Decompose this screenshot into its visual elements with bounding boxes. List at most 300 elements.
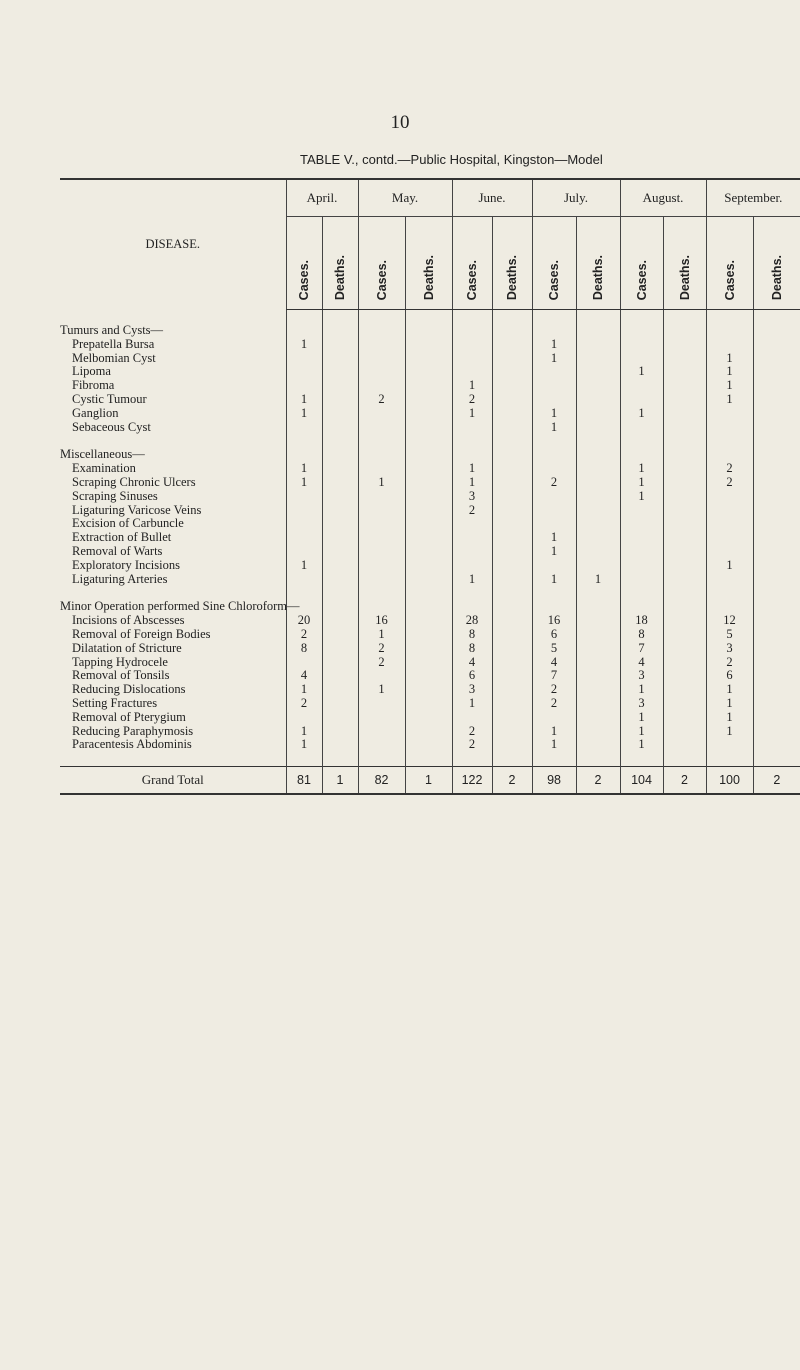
deaths-cell (753, 669, 800, 683)
cases-column-header (706, 217, 753, 310)
cases-cell (358, 725, 405, 739)
deaths-cell (322, 379, 358, 393)
deaths-cell (576, 352, 620, 366)
cases-cell (706, 738, 753, 752)
deaths-cell (576, 559, 620, 573)
deaths-cell (576, 614, 620, 628)
deaths-cell (753, 504, 800, 518)
deaths-cell (576, 683, 620, 697)
cases-cell (452, 421, 492, 435)
deaths-cell (322, 531, 358, 545)
cases-cell (358, 697, 405, 711)
table-row (60, 352, 800, 366)
deaths-cell (753, 407, 800, 421)
month-header-april: April. (286, 179, 358, 217)
cases-cell: 1 (532, 725, 576, 739)
deaths-cell (405, 531, 452, 545)
deaths-cell (405, 628, 452, 642)
cases-cell: 1 (286, 338, 322, 352)
deaths-cell (322, 642, 358, 656)
deaths-cell (322, 393, 358, 407)
deaths-cell (576, 545, 620, 559)
disease-name: Setting Fractures (72, 695, 158, 710)
deaths-cell (322, 476, 358, 490)
deaths-cell (405, 656, 452, 670)
cases-cell: 1 (532, 407, 576, 421)
deaths-cell (576, 393, 620, 407)
cases-cell (706, 407, 753, 421)
cases-cell: 1 (452, 573, 492, 587)
cases-cell: 1 (706, 559, 753, 573)
deaths-column-header (405, 217, 452, 310)
deaths-cell (492, 725, 532, 739)
disease-name: Sebaceous Cyst (72, 419, 151, 434)
total-cases-cell: 98 (532, 767, 576, 795)
deaths-cell (663, 725, 706, 739)
disease-name: Tapping Hydrocele (72, 654, 168, 669)
deaths-cell (663, 379, 706, 393)
cases-cell: 1 (286, 738, 322, 752)
deaths-cell (576, 711, 620, 725)
cases-cell: 8 (452, 642, 492, 656)
deaths-cell (405, 697, 452, 711)
deaths-header-label: Deaths. (591, 254, 606, 300)
table-row (60, 490, 800, 504)
table-row (60, 393, 800, 407)
table-title: TABLE V., contd.—Public Hospital, Kingston—Model (300, 152, 603, 167)
cases-header-label: Cases. (722, 259, 737, 300)
deaths-cell (576, 738, 620, 752)
disease-name: Removal of Tonsils (72, 668, 170, 683)
cases-column-header (620, 217, 663, 310)
deaths-cell (753, 697, 800, 711)
total-deaths-cell: 2 (753, 767, 800, 795)
deaths-cell (322, 711, 358, 725)
disease-name: Lipoma (72, 364, 111, 379)
deaths-cell (753, 476, 800, 490)
deaths-cell (663, 683, 706, 697)
table-row (60, 517, 800, 531)
cases-cell (286, 573, 322, 587)
table-row (60, 628, 800, 642)
deaths-cell (405, 545, 452, 559)
table-row (60, 697, 800, 711)
deaths-column-header (492, 217, 532, 310)
deaths-cell (663, 490, 706, 504)
cases-cell: 1 (286, 462, 322, 476)
deaths-cell (405, 476, 452, 490)
cases-cell (286, 504, 322, 518)
section-title: Tumurs and Cysts— (60, 323, 164, 337)
deaths-cell (492, 476, 532, 490)
deaths-cell (663, 476, 706, 490)
deaths-cell (492, 407, 532, 421)
cases-cell: 6 (452, 669, 492, 683)
deaths-cell (753, 490, 800, 504)
cases-header-label: Cases. (465, 259, 480, 300)
deaths-cell (405, 573, 452, 587)
table-row (60, 338, 800, 352)
cases-cell: 4 (620, 656, 663, 670)
disease-name: Exploratory Incisions (72, 557, 180, 572)
deaths-cell (663, 545, 706, 559)
deaths-cell (492, 531, 532, 545)
disease-column-header: DISEASE. (145, 237, 201, 252)
deaths-column-header (576, 217, 620, 310)
disease-name: Removal of Pterygium (72, 709, 186, 724)
disease-name: Dilatation of Stricture (72, 640, 182, 655)
deaths-cell (753, 545, 800, 559)
cases-cell (620, 379, 663, 393)
deaths-cell (753, 573, 800, 587)
deaths-header-label: Deaths. (333, 254, 347, 300)
cases-cell (532, 379, 576, 393)
disease-name: Fibroma (72, 378, 115, 393)
cases-cell: 2 (358, 642, 405, 656)
table-row (60, 683, 800, 697)
deaths-cell (322, 504, 358, 518)
deaths-cell (322, 545, 358, 559)
deaths-cell (322, 407, 358, 421)
deaths-cell (322, 338, 358, 352)
cases-cell: 1 (532, 421, 576, 435)
disease-name: Incisions of Abscesses (72, 613, 185, 628)
table-row (60, 725, 800, 739)
table-row (60, 656, 800, 670)
cases-cell: 1 (706, 683, 753, 697)
cases-cell: 1 (706, 393, 753, 407)
cases-cell: 1 (532, 352, 576, 366)
cases-cell (532, 559, 576, 573)
deaths-cell (322, 628, 358, 642)
cases-cell (706, 573, 753, 587)
cases-cell: 1 (358, 628, 405, 642)
cases-cell: 4 (452, 656, 492, 670)
deaths-cell (663, 738, 706, 752)
disease-name: Cystic Tumour (72, 391, 147, 406)
cases-cell: 1 (706, 365, 753, 379)
cases-cell: 16 (532, 614, 576, 628)
cases-cell: 2 (452, 725, 492, 739)
deaths-cell (492, 545, 532, 559)
cases-column-header (286, 217, 322, 310)
deaths-cell (663, 531, 706, 545)
deaths-cell (753, 379, 800, 393)
cases-cell (620, 545, 663, 559)
page-number: 10 (390, 112, 410, 133)
cases-cell (532, 504, 576, 518)
disease-table (60, 178, 800, 795)
deaths-cell (492, 365, 532, 379)
month-header-july: July. (532, 179, 620, 217)
cases-cell: 1 (706, 725, 753, 739)
cases-cell: 1 (706, 352, 753, 366)
deaths-cell (492, 642, 532, 656)
cases-cell (620, 559, 663, 573)
deaths-cell (322, 559, 358, 573)
cases-cell (452, 517, 492, 531)
cases-cell: 1 (532, 573, 576, 587)
disease-name: Removal of Warts (72, 543, 163, 558)
cases-cell: 4 (286, 669, 322, 683)
deaths-cell (576, 656, 620, 670)
cases-cell: 1 (620, 490, 663, 504)
deaths-cell (492, 352, 532, 366)
deaths-header-label: Deaths. (505, 254, 520, 300)
cases-cell (358, 379, 405, 393)
deaths-cell (663, 365, 706, 379)
cases-cell: 3 (620, 669, 663, 683)
deaths-cell (322, 683, 358, 697)
table-row (60, 545, 800, 559)
deaths-cell (576, 725, 620, 739)
deaths-cell (405, 683, 452, 697)
cases-cell (286, 711, 322, 725)
deaths-cell (492, 490, 532, 504)
cases-cell: 1 (286, 407, 322, 421)
cases-cell (358, 421, 405, 435)
deaths-column-header (322, 217, 358, 310)
cases-cell (532, 490, 576, 504)
cases-cell (358, 669, 405, 683)
cases-cell (706, 517, 753, 531)
disease-name: Prepatella Bursa (72, 336, 155, 351)
total-cases-cell: 122 (452, 767, 492, 795)
cases-cell (532, 517, 576, 531)
cases-cell: 1 (620, 711, 663, 725)
cases-cell (452, 711, 492, 725)
cases-cell (706, 504, 753, 518)
cases-cell: 1 (706, 697, 753, 711)
cases-cell (358, 407, 405, 421)
total-cases-cell: 82 (358, 767, 405, 795)
disease-name: Extraction of Bullet (72, 530, 172, 545)
deaths-cell (322, 490, 358, 504)
cases-cell (358, 352, 405, 366)
cases-cell: 3 (706, 642, 753, 656)
cases-cell: 3 (620, 697, 663, 711)
deaths-cell (753, 531, 800, 545)
cases-column-header (358, 217, 405, 310)
deaths-cell (663, 711, 706, 725)
deaths-cell (405, 393, 452, 407)
deaths-cell (405, 338, 452, 352)
table-row (60, 573, 800, 587)
disease-name: Reducing Dislocations (72, 682, 186, 697)
deaths-cell (753, 628, 800, 642)
section-heading-row (60, 324, 800, 338)
cases-cell: 7 (532, 669, 576, 683)
total-cases-cell: 100 (706, 767, 753, 795)
deaths-cell (576, 642, 620, 656)
deaths-cell (753, 738, 800, 752)
spacer-row (60, 586, 800, 600)
cases-cell: 1 (358, 476, 405, 490)
cases-cell: 1 (452, 476, 492, 490)
cases-cell: 1 (620, 365, 663, 379)
cases-cell (532, 365, 576, 379)
deaths-cell (753, 462, 800, 476)
deaths-cell (663, 642, 706, 656)
deaths-cell (492, 379, 532, 393)
cases-cell (620, 531, 663, 545)
deaths-cell (576, 697, 620, 711)
cases-cell: 5 (532, 642, 576, 656)
deaths-column-header (753, 217, 800, 310)
grand-total-row (60, 767, 800, 795)
cases-cell (620, 421, 663, 435)
cases-cell: 1 (706, 711, 753, 725)
disease-name: Scraping Sinuses (72, 488, 158, 503)
cases-cell: 16 (358, 614, 405, 628)
cases-cell: 2 (452, 504, 492, 518)
cases-cell (620, 517, 663, 531)
table-row (60, 711, 800, 725)
cases-cell: 2 (532, 697, 576, 711)
cases-cell (620, 393, 663, 407)
cases-cell: 1 (452, 379, 492, 393)
deaths-cell: 1 (576, 573, 620, 587)
deaths-cell (322, 669, 358, 683)
deaths-cell (405, 504, 452, 518)
table-row (60, 504, 800, 518)
disease-name: Ligaturing Arteries (72, 571, 168, 586)
deaths-header-label: Deaths. (769, 254, 784, 300)
deaths-cell (492, 656, 532, 670)
cases-cell: 2 (706, 462, 753, 476)
cases-cell: 2 (286, 628, 322, 642)
cases-cell: 2 (452, 738, 492, 752)
deaths-cell (753, 656, 800, 670)
table-row (60, 669, 800, 683)
deaths-cell (405, 725, 452, 739)
cases-cell (358, 545, 405, 559)
total-deaths-cell: 2 (492, 767, 532, 795)
cases-cell (532, 462, 576, 476)
cases-cell: 1 (532, 545, 576, 559)
cases-cell: 3 (452, 683, 492, 697)
section-title: Miscellaneous— (60, 447, 145, 462)
disease-name: Paracentesis Abdominis (72, 737, 192, 752)
disease-name: Removal of Foreign Bodies (72, 626, 211, 641)
cases-cell (620, 338, 663, 352)
deaths-cell (405, 642, 452, 656)
cases-cell (358, 517, 405, 531)
cases-cell: 6 (706, 669, 753, 683)
deaths-cell (576, 379, 620, 393)
cases-cell (706, 531, 753, 545)
deaths-cell (322, 725, 358, 739)
section-heading-row (60, 448, 800, 462)
deaths-cell (663, 697, 706, 711)
cases-column-header (452, 217, 492, 310)
cases-cell (358, 490, 405, 504)
cases-cell: 1 (452, 407, 492, 421)
cases-cell (286, 352, 322, 366)
deaths-cell (753, 559, 800, 573)
cases-cell (620, 352, 663, 366)
cases-cell (286, 656, 322, 670)
deaths-cell (576, 669, 620, 683)
cases-cell: 1 (532, 531, 576, 545)
deaths-cell (492, 504, 532, 518)
cases-cell: 1 (620, 476, 663, 490)
cases-cell (286, 531, 322, 545)
table-row (60, 476, 800, 490)
cases-cell: 6 (532, 628, 576, 642)
table-row (60, 559, 800, 573)
deaths-cell (663, 338, 706, 352)
cases-cell: 20 (286, 614, 322, 628)
deaths-cell (663, 504, 706, 518)
section-title: Minor Operation performed Sine Chloroform— (60, 599, 300, 614)
deaths-cell (492, 683, 532, 697)
table-body (60, 310, 800, 795)
deaths-cell (322, 421, 358, 435)
table-row (60, 738, 800, 752)
deaths-cell (405, 365, 452, 379)
deaths-cell (663, 669, 706, 683)
cases-cell (358, 365, 405, 379)
cases-cell (452, 531, 492, 545)
disease-name: Scraping Chronic Ulcers (72, 474, 196, 489)
total-cases-cell: 104 (620, 767, 663, 795)
cases-cell: 2 (532, 683, 576, 697)
deaths-cell (576, 476, 620, 490)
deaths-cell (405, 490, 452, 504)
deaths-cell (492, 462, 532, 476)
total-deaths-cell: 2 (663, 767, 706, 795)
deaths-cell (576, 517, 620, 531)
cases-cell (358, 559, 405, 573)
month-header-september: September. (706, 179, 800, 217)
table-row (60, 642, 800, 656)
deaths-cell (492, 711, 532, 725)
deaths-cell (753, 725, 800, 739)
deaths-cell (405, 517, 452, 531)
deaths-cell (663, 628, 706, 642)
cases-cell: 1 (286, 393, 322, 407)
total-deaths-cell: 2 (576, 767, 620, 795)
deaths-cell (492, 614, 532, 628)
cases-cell: 2 (452, 393, 492, 407)
deaths-cell (492, 559, 532, 573)
deaths-cell (405, 559, 452, 573)
deaths-cell (405, 352, 452, 366)
cases-cell (358, 504, 405, 518)
deaths-cell (322, 365, 358, 379)
deaths-cell (492, 669, 532, 683)
cases-cell (452, 545, 492, 559)
cases-cell: 1 (620, 683, 663, 697)
deaths-cell (576, 504, 620, 518)
cases-cell (706, 490, 753, 504)
cases-column-header (532, 217, 576, 310)
cases-cell: 8 (620, 628, 663, 642)
deaths-cell (663, 407, 706, 421)
deaths-cell (576, 407, 620, 421)
deaths-cell (753, 711, 800, 725)
deaths-cell (576, 462, 620, 476)
cases-cell: 1 (620, 738, 663, 752)
deaths-cell (663, 573, 706, 587)
cases-cell (620, 504, 663, 518)
table-row (60, 531, 800, 545)
cases-cell: 1 (452, 462, 492, 476)
cases-cell: 28 (452, 614, 492, 628)
cases-cell (286, 379, 322, 393)
deaths-cell (492, 421, 532, 435)
